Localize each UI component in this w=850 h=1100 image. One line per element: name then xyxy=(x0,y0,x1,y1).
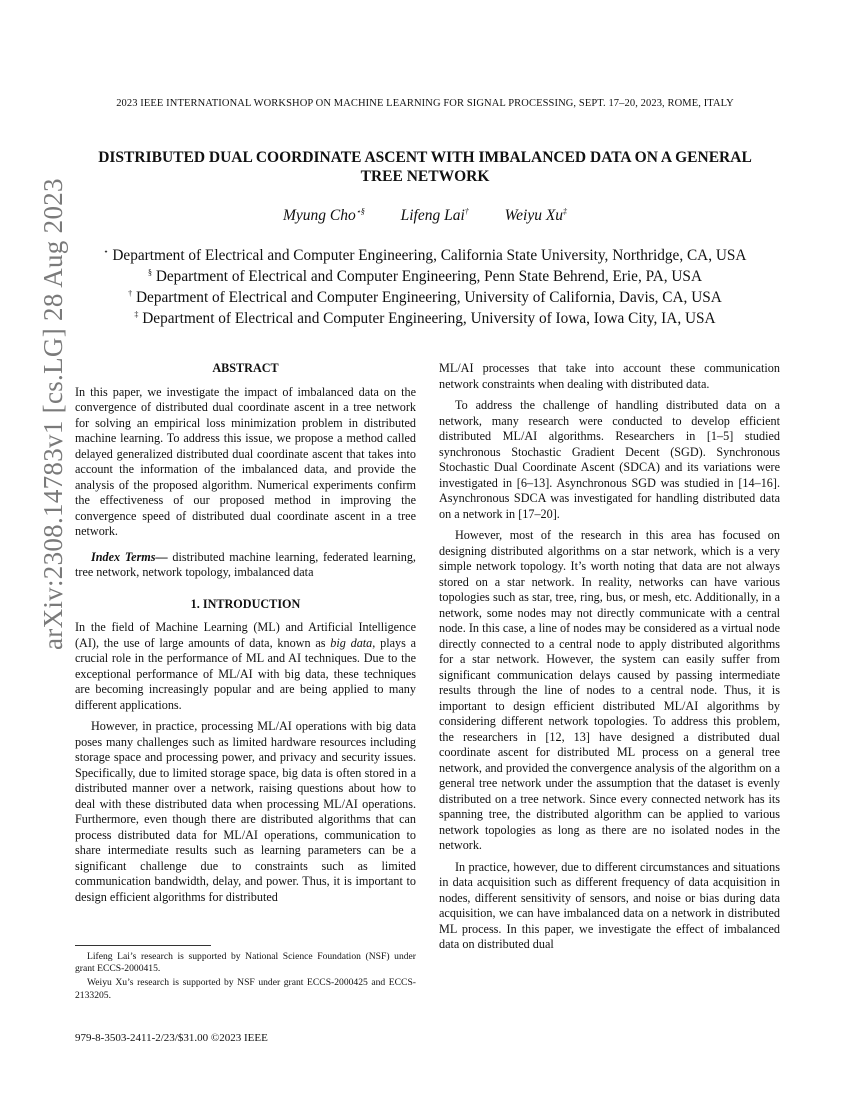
index-terms: Index Terms— distributed machine learning, federated learning, tree network, network topology, imbalanced data xyxy=(75,549,416,579)
left-column xyxy=(75,361,416,911)
footnote: Weiyu Xu’s research is supported by NSF under grant ECCS-2000425 and ECCS-2133205. xyxy=(75,977,416,1001)
right-column xyxy=(439,361,780,959)
intro-paragraph-2: However, in practice, processing ML/AI operations with big data poses many challenges such as limited hardware resources including storage space and processing power, and privacy and security issues. Specifically, due to limited storage space, big data is often stored in a distributed manner over a network, raising questions about how to deal with these distributed data when processing ML/AI operations. Furthermore, even though there are distributed algorithms that can process distributed data for ML/AI operations, communication to share intermediate results such as learning parameters can be a significant challenge due to constraints such as limited communication bandwidth, delay, and power. Thus, it is important to design efficient algorithms for distributed xyxy=(75,719,416,904)
author: Myung Cho⋆§ xyxy=(282,206,365,224)
arxiv-stamp: arXiv:2308.14783v1 [cs.LG] 28 Aug 2023 xyxy=(38,178,68,650)
footnotes xyxy=(75,951,416,1004)
right-paragraph-4: In practice, however, due to different circumstances and situations in data acquisition such as different frequency of data acquisition in nodes, different sensitivity of sensors, and noise or bias during data acquisition, we can have imbalanced data on a network in distributed ML process. In this paper, we investigate the effect of imbalanced data on distributed dual xyxy=(439,859,780,951)
affiliations xyxy=(0,245,850,329)
introduction-heading: 1. INTRODUCTION xyxy=(190,596,301,611)
abstract-text: In this paper, we investigate the impact of imbalanced data on the convergence of distributed dual coordinate ascent in a tree network for solving an empirical loss minimization problem in distributed machine learning. To address this issue, we propose a method called delayed generalized distributed dual coordinate ascent that takes into account the information of the imbalanced data, and provide the analysis of the proposed algorithm. Numerical experiments confirm the effectiveness of our proposed method in improving the convergence speed of distributed dual coordinate ascent in a tree network. xyxy=(75,384,416,538)
intro-paragraph-1: In the field of Machine Learning (ML) and Artificial Intelligence (AI), the use of large amounts of data, known as big data, plays a crucial role in the performance of ML and AI techniques. Due to the exceptional performance of ML/AI with big data, these techniques are becoming increasingly popular and are being applied to many different applications. xyxy=(75,620,416,712)
author-list xyxy=(0,207,850,225)
right-paragraph-2: To address the challenge of handling distributed data on a network, many research were conducted to develop efficient distributed ML/AI algorithms. Researchers in [1–5] studied synchronous Stochastic Gradient Decent (SGD). Synchronous Stochastic Dual Coordinate Ascent (SDCA) and its variations were investigated in [6–13]. Asynchronous SGD was studied in [14–16]. Asynchronous SDCA was investigated for handling distributed data on a network in [17–20]. xyxy=(439,398,780,521)
footnote-divider xyxy=(75,945,211,946)
footnote: Lifeng Lai’s research is supported by National Science Foundation (NSF) under grant ECCS-2000415. xyxy=(75,951,416,975)
paper-title xyxy=(60,148,790,186)
title-line-2: TREE NETWORK xyxy=(360,168,490,185)
abstract-heading: ABSTRACT xyxy=(212,361,279,375)
right-paragraph-1: ML/AI processes that take into account these communication network constraints when dealing with distributed data. xyxy=(439,361,780,391)
right-paragraph-3: However, most of the research in this area has focused on designing distributed algorithms on a star network, which is a very simple network topology. It’s worth noting that data are not always stored on a star network. In reality, networks can have various topologies such as star, tree, ring, bus, or mesh, etc. Additionally, in a network, some nodes may not directly communicate with a central node. In this case, a line of nodes may be considered as a virtual node directly connected to a central node to apply distributed algorithms for a star network. However, the system can easily suffer from significant communication delays caused by passing intermediate results through the line of nodes to a central node. Thus, it is important to design efficient distributed ML/AI algorithms by considering different network topologies. To address this problem, the researchers in [12, 13] have designed a distributed dual coordinate ascent for distributed ML process on a general tree network, and provided the convergence analysis of the algorithm on a general tree network under the assumption that the dataset is evenly distributed on a tree network. Since every connected network has its spanning tree, the distributed algorithm can be applied to various network topologies as long as there are no isolated nodes in the network. xyxy=(439,528,780,852)
author: Weiyu Xu‡ xyxy=(504,206,568,224)
conference-header: 2023 IEEE INTERNATIONAL WORKSHOP ON MACHINE LEARNING FOR SIGNAL PROCESSING, SEPT. 17–20, 2023, ROME, ITALY xyxy=(116,98,734,109)
title-line-1: DISTRIBUTED DUAL COORDINATE ASCENT WITH IMBALANCED DATA ON A GENERAL xyxy=(98,149,752,166)
affiliation: † Department of Electrical and Computer Engineering, University of California, Davis, CA, USA xyxy=(128,288,722,306)
copyright-notice: 979-8-3503-2411-2/23/$31.00 ©2023 IEEE xyxy=(75,1032,268,1044)
affiliation: § Department of Electrical and Computer Engineering, Penn State Behrend, Erie, PA, USA xyxy=(148,267,702,285)
author: Lifeng Lai† xyxy=(400,206,469,224)
affiliation: ‡ Department of Electrical and Computer Engineering, University of Iowa, Iowa City, IA, USA xyxy=(134,309,716,327)
affiliation: ⋆ Department of Electrical and Computer Engineering, California State University, Northridge, CA, USA xyxy=(103,246,747,264)
